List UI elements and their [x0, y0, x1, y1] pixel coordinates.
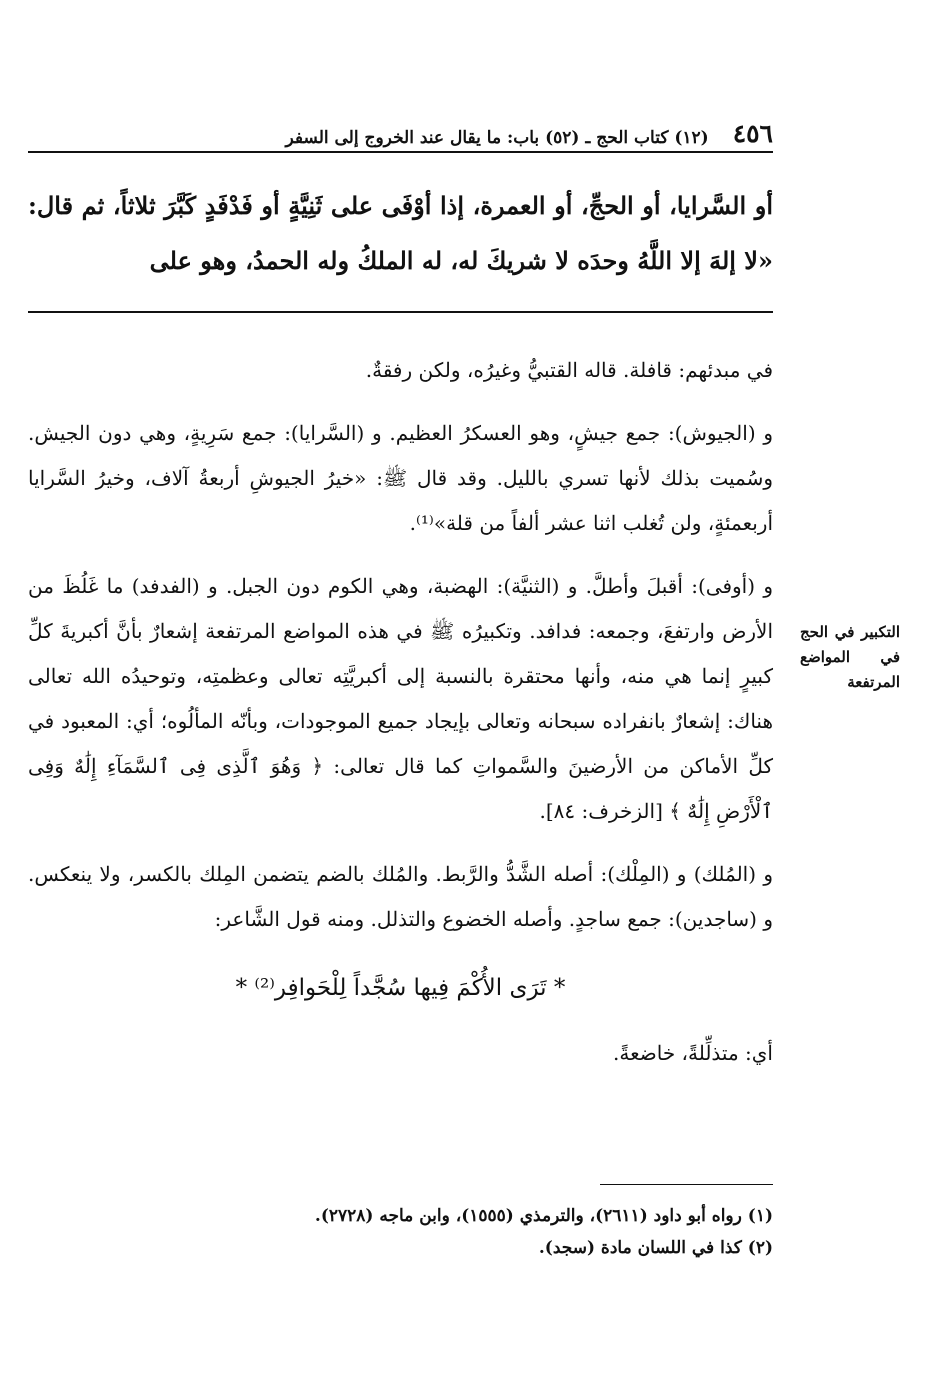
footnotes [28, 1200, 773, 1264]
margin-heading: التكبير في الحج في المواضع المرتفعة [800, 623, 900, 691]
header-divider [28, 151, 773, 153]
footnote-2: (٢) كذا في اللسان مادة (سجد). [538, 1238, 773, 1258]
matn-divider [28, 311, 773, 313]
footnote-divider [600, 1184, 773, 1185]
hadith-text: أو السَّرايا، أو الحجِّ، أو العمرة، إذا أوْفَى على ثَنِيَّةٍ أو فَدْفَدٍ كَبَّرَ ثلاثاً، ثم قال: «لا إلهَ إلا اللَّهُ وحدَه لا شريكَ له، له الملكُ وله الحمدُ، وهو على [28, 191, 773, 275]
running-title: (١٢) كتاب الحج ـ (٥٢) باب: ما يقال عند الخروج إلى السفر [285, 128, 709, 148]
commentary-paragraph-1: في مبدئهم: قافلة. قاله القتبيُّ وغيرُه، ولكن رفقةٌ. [365, 358, 773, 382]
commentary-closing: أي: متذلِّلةً، خاضعةً. [613, 1041, 773, 1065]
commentary-paragraph-4: و (المُلك) و (المِلْك): أصله الشَّدُّ والرَّبط. والمُلك بالضم يتضمن المِلك بالكسر، ولا ينعكس. و (ساجدين): جمع ساجدٍ. وأصله الخضوع والتذلل. ومنه قول الشَّاعر: [28, 862, 773, 931]
footnote-1: (١) رواه أبو داود (٢٦١١)، والترمذي (١٥٥٥)، وابن ماجه (٢٧٢٨). [314, 1206, 773, 1226]
page-header [28, 114, 773, 148]
commentary-paragraph-3: و (أوفى): أقبلَ وأطلَّ. و (الثنيَّة): الهضبة، وهي الكوم دون الجبل. و (الفدفد) ما غَلُظَ من الأرض وارتفعَ، وجمعه: فدافد. وتكبيرُه ﷺ في هذه المواضع المرتفعة إشعارٌ بأنَّ أكبريةَ كلِّ كبيرٍ إنما هي منه، وأنها محتقرة بالنسبة إلى أكبريَّتِه تعالى وعظمتِه، وتوحيدُه الله تعالى هناك: إشعارٌ بانفراده سبحانه وتعالى بإيجاد جميع الموجودات، وبأنّه المألُوه؛ أي: المعبود في كلِّ الأماكن من الأرضينَ والسَّمواتِ كما قال تعالى: ﴿ وَهُوَ ٱلَّذِى فِى ٱلسَّمَآءِ إِلَٰهٌ وَفِى ٱلْأَرْضِ إِلَٰهٌ ﴾ [الزخرف: ٨٤]. [28, 574, 773, 823]
commentary-paragraph-2: و (الجيوش): جمع جيشٍ، وهو العسكرُ العظيم. و (السَّرايا): جمع سَرِيةٍ، وهي دون الجيش. وسُميت بذلك لأنها تسري بالليل. وقد قال ﷺ: «خيرُ الجيوشِ أربعةُ آلاف، وخيرُ السَّرايا أربعمئةٍ، ولن تُغلب اثنا عشر ألفاً من قلة»⁽¹⁾. [28, 421, 773, 535]
page-number: ٤٥٦ [732, 119, 773, 148]
commentary [28, 348, 773, 1094]
poetry-verse: * تَرَى الأُكْمَ فِيها سُجَّداً لِلْحَوافِر⁽²⁾ * [235, 975, 566, 1001]
